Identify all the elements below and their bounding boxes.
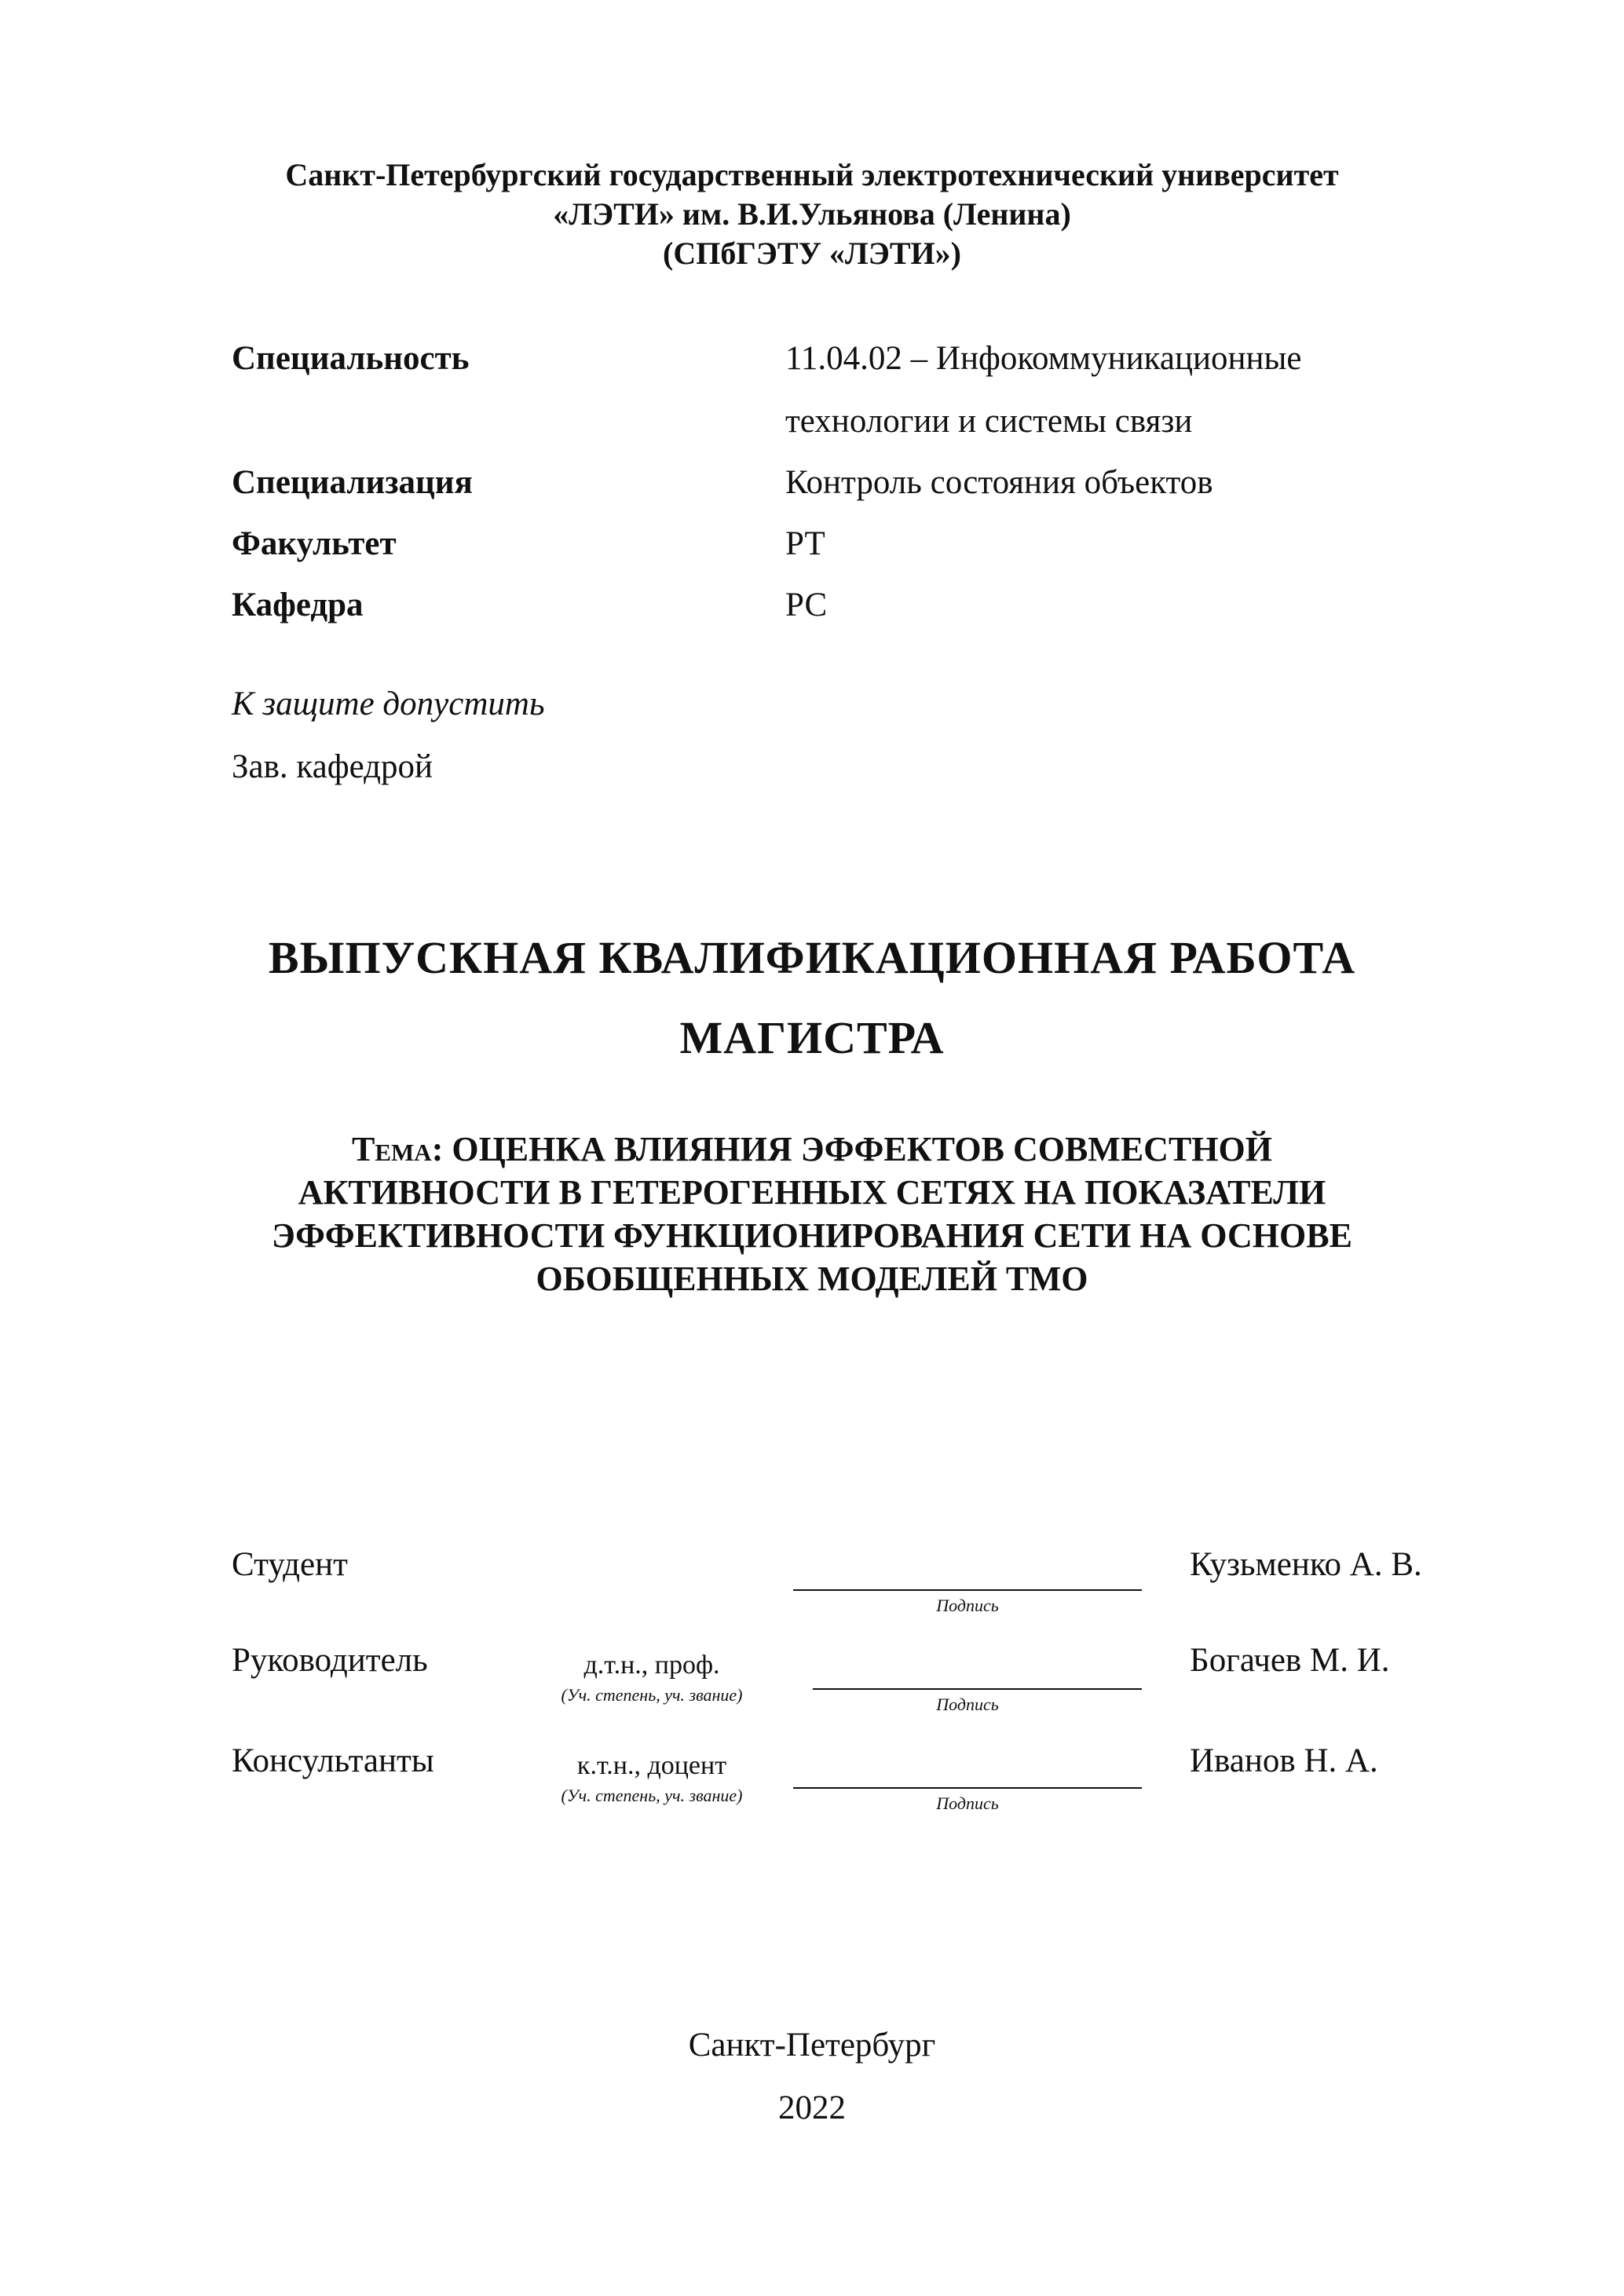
topic-colon: :	[431, 1130, 444, 1168]
supervisor-signature-hint: Подпись	[936, 1695, 999, 1714]
consultant-name: Иванов Н. А.	[1190, 1742, 1378, 1779]
consultant-degree-hint: (Уч. степень, уч. звание)	[561, 1786, 743, 1805]
topic-prefix: Тема	[352, 1130, 432, 1168]
specialization-value: Контроль состояния объектов	[785, 464, 1213, 501]
consultant-degree: к.т.н., доцент	[576, 1751, 727, 1780]
university-abbreviation: (СПбГЭТУ «ЛЭТИ»)	[663, 236, 961, 271]
student-name: Кузьменко А. В.	[1190, 1546, 1422, 1583]
university-name-line2: «ЛЭТИ» им. В.И.Ульянова (Ленина)	[553, 196, 1071, 232]
topic-line3: ЭФФЕКТИВНОСТИ ФУНКЦИОНИРОВАНИЯ СЕТИ НА ОСНОВЕ	[272, 1216, 1352, 1255]
topic-line4: ОБОБЩЕННЫХ МОДЕЛЕЙ ТМО	[536, 1260, 1088, 1298]
department-value: РС	[785, 587, 828, 623]
university-name-line1: Санкт-Петербургский государственный электротехнический университет	[285, 157, 1339, 192]
consultant-signature-hint: Подпись	[936, 1793, 999, 1813]
student-role: Студент	[232, 1546, 348, 1583]
supervisor-name: Богачев М. И.	[1190, 1642, 1390, 1679]
city: Санкт-Петербург	[688, 2027, 936, 2064]
thesis-title-line1: ВЫПУСКНАЯ КВАЛИФИКАЦИОННАЯ РАБОТА	[268, 932, 1356, 983]
specialization-label: Специализация	[232, 464, 473, 501]
consultant-signature-line	[793, 1787, 1142, 1789]
specialty-label: Специальность	[232, 340, 470, 377]
topic-line2: АКТИВНОСТИ В ГЕТЕРОГЕННЫХ СЕТЯХ НА ПОКАЗАТЕЛИ	[298, 1173, 1326, 1212]
consultant-role: Консультанты	[232, 1742, 434, 1779]
head-of-department: Зав. кафедрой	[232, 748, 433, 785]
admission-note: К защите допустить	[232, 686, 545, 722]
supervisor-degree-hint: (Уч. степень, уч. звание)	[561, 1685, 743, 1705]
supervisor-signature-line	[813, 1688, 1142, 1690]
faculty-label: Факультет	[232, 525, 397, 562]
faculty-value: РТ	[785, 525, 825, 562]
supervisor-role: Руководитель	[232, 1642, 428, 1679]
specialty-value-line2: технологии и системы связи	[785, 403, 1193, 440]
student-signature-line	[793, 1589, 1142, 1591]
department-label: Кафедра	[232, 587, 364, 623]
specialty-value-line1: 11.04.02 – Инфокоммуникационные	[785, 340, 1302, 377]
topic-line1	[0, 1128, 1624, 1171]
year: 2022	[778, 2089, 846, 2126]
supervisor-degree: д.т.н., проф.	[583, 1651, 720, 1680]
topic-text-line1: ОЦЕНКА ВЛИЯНИЯ ЭФФЕКТОВ СОВМЕСТНОЙ	[443, 1130, 1272, 1168]
student-signature-hint: Подпись	[936, 1596, 999, 1615]
thesis-title-line2: МАГИСТРА	[679, 1012, 945, 1063]
